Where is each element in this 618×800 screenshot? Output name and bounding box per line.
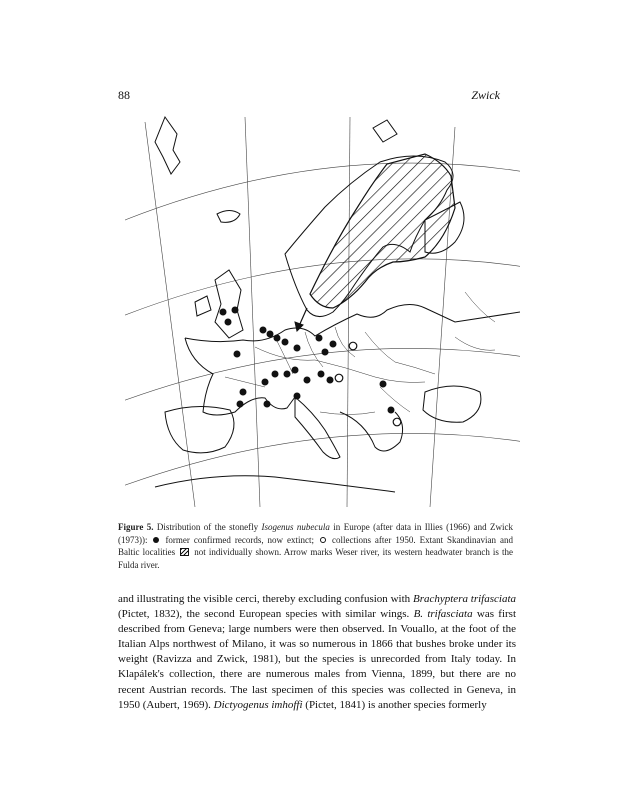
former-record-dot [284,371,291,378]
body-text [118,592,516,713]
former-record-dot [232,307,239,314]
former-record-dot [292,367,299,374]
body-text-segment: and illustrating the visible cerci, thereby excluding confusion with [118,593,411,605]
former-record-dot [262,379,269,386]
figure-caption [118,521,513,571]
former-record-dot [388,407,395,414]
former-record-dot [318,371,325,378]
page-number: 88 [118,88,130,102]
species-name: Brachyptera trifasciata [412,593,516,605]
former-record-dot [225,319,232,326]
map-graticule [125,117,520,507]
running-head: Zwick [471,88,500,102]
body-text-segment: was first described from Geneva; large numbers were then observed. In Vouallo, at the foot of the Italian Alps northwest of Milano, it was so numerous in 1866 that bushes broke under its weight (Ravizza and Zwick, 1981), but the species is unrecorded from Italy today. In Klapálek's collection, there are numerous males from Vienna, 1899, but there are no recent Austrian records. The last specimen of this species was collected in Geneva, in 1950 (Aubert, 1969). [118,608,516,711]
former-record-dot [237,401,244,408]
map-rivers [225,292,495,415]
body-text-segment: (Pictet, 1832), the second European species with similar wings. [118,608,410,621]
former-record-dot [234,351,241,358]
caption-text: collections after 1950. Extant Skandinavian and Baltic localities [118,534,513,558]
body-text-segment: (Pictet, 1841) is another species formerly [305,698,487,711]
former-record-dot [282,339,289,346]
species-name: Dictyogenus imhoffi [213,698,303,711]
recent-collection-ring [393,418,401,426]
former-record-dot [220,309,227,316]
former-record-dot [264,401,271,408]
caption-text: in Europe (after data in Illies (1966) and Zwick (1973)): [118,522,513,545]
former-record-dot [272,371,279,378]
former-record-dot [327,377,334,384]
filled-dot-symbol [153,537,159,543]
hatched-range-area [310,154,455,308]
weser-arrow [295,308,307,331]
open-circle-symbol [320,537,326,543]
former-record-dot [260,327,267,334]
former-record-dot [294,345,301,352]
hatched-area-symbol [180,548,189,556]
species-name: B. trifasciata [413,608,473,621]
caption-text: former confirmed records, now extinct; [165,534,315,545]
former-record-dot [330,341,337,348]
recent-collection-ring [335,374,343,382]
former-record-dot [322,349,329,356]
former-record-dot [274,335,281,342]
caption-text: Distribution of the stonefly [156,522,259,532]
former-record-dot [316,335,323,342]
distribution-map-figure [125,112,520,512]
body-paragraph [118,592,516,713]
former-record-dot [267,331,274,338]
caption-text: not individually shown. Arrow marks Weser river, its western headwater branch is the Fulda river. [118,547,514,570]
former-record-dot [294,393,301,400]
former-record-dot [240,389,247,396]
europe-distribution-map [125,112,520,512]
former-record-dot [304,377,311,384]
recent-collection-ring [349,342,357,350]
former-record-dot [380,381,387,388]
figure-label: Figure 5. [118,522,154,532]
caption-species-name: Isogenus nubecula [261,522,330,532]
